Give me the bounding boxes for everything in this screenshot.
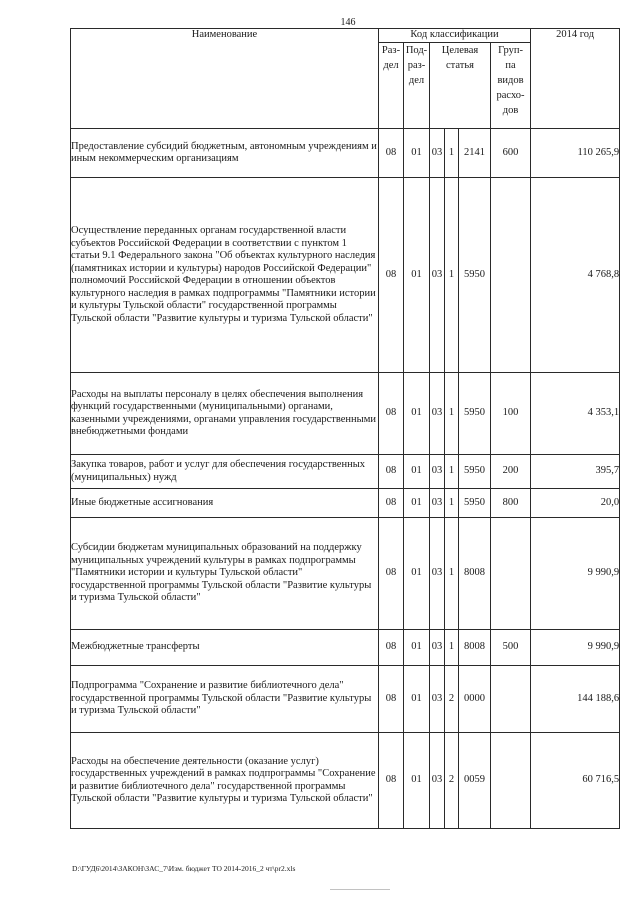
row-amount: 9 990,9 [531,630,620,666]
row-target-code: 5950 [459,178,491,373]
row-section: 08 [379,178,404,373]
row-subsection: 01 [404,178,430,373]
row-name: Расходы на обеспечение деятельности (оказание услуг) государственных учреждений в рамках подпрограммы "Сохранение и развитие библиотечного дела" государственной программы Тульской области "Развитие культуры и туризма Тульской области" [71,733,379,829]
budget-table [70,28,620,829]
table-row [71,178,620,373]
row-target-subprogram: 1 [445,630,459,666]
row-amount: 4 353,1 [531,373,620,455]
row-section: 08 [379,373,404,455]
row-target-program: 03 [430,178,445,373]
row-target-subprogram: 1 [445,518,459,630]
table-row [71,733,620,829]
row-amount: 395,7 [531,455,620,489]
table-row [71,129,620,178]
row-subsection: 01 [404,129,430,178]
row-target-subprogram: 1 [445,455,459,489]
row-subsection: 01 [404,666,430,733]
row-section: 08 [379,129,404,178]
row-expense-group: 600 [491,129,531,178]
row-target-code: 2141 [459,129,491,178]
header-code-group: Код классификации [379,29,531,43]
row-amount: 4 768,8 [531,178,620,373]
table-row [71,630,620,666]
row-target-subprogram: 1 [445,373,459,455]
row-target-program: 03 [430,129,445,178]
header-name: Наименование [71,29,379,129]
table-row [71,518,620,630]
row-target-program: 03 [430,630,445,666]
row-target-program: 03 [430,518,445,630]
row-subsection: 01 [404,373,430,455]
row-target-program: 03 [430,373,445,455]
row-name: Подпрограмма "Сохранение и развитие библиотечного дела" государственной программы Тульской области "Развитие культуры и туризма Тульской области" [71,666,379,733]
row-amount: 110 265,9 [531,129,620,178]
row-target-program: 03 [430,489,445,518]
file-path-footer: D:\ГУД6\2014\ЗАКОН\ЗАС_7\Изм. бюджет ТО 2014-2016_2 чт\pr2.xls [72,864,296,873]
row-expense-group: 100 [491,373,531,455]
row-target-code: 0000 [459,666,491,733]
row-target-code: 8008 [459,630,491,666]
row-section: 08 [379,630,404,666]
row-name: Расходы на выплаты персоналу в целях обеспечения выполнения функций государственными (муниципальными) органами, казенными учреждениями, органами управления государственными внебюджетными фондами [71,373,379,455]
row-subsection: 01 [404,518,430,630]
row-target-program: 03 [430,455,445,489]
header-target-article: Целевая статья [430,43,491,129]
row-target-code: 5950 [459,373,491,455]
scan-artifact [330,889,390,890]
row-amount: 20,0 [531,489,620,518]
row-section: 08 [379,733,404,829]
row-target-program: 03 [430,666,445,733]
header-section: Раз- дел [379,43,404,129]
row-expense-group [491,178,531,373]
table-row [71,455,620,489]
row-amount: 144 188,6 [531,666,620,733]
row-name: Предоставление субсидий бюджетным, автономным учреждениям и иным некоммерческим организациям [71,129,379,178]
row-target-subprogram: 2 [445,666,459,733]
row-subsection: 01 [404,733,430,829]
header-subsection: Под- раз- дел [404,43,430,129]
row-name: Закупка товаров, работ и услуг для обеспечения государственных (муниципальных) нужд [71,455,379,489]
header-year: 2014 год [531,29,620,129]
row-expense-group [491,733,531,829]
row-name: Иные бюджетные ассигнования [71,489,379,518]
row-expense-group: 500 [491,630,531,666]
row-expense-group: 800 [491,489,531,518]
row-name: Субсидии бюджетам муниципальных образований на поддержку муниципальных учреждений культуры в рамках подпрограммы "Памятники истории и культуры Тульской области" государственной программы Тульской области "Развитие культуры и туризма Тульской области" [71,518,379,630]
row-target-code: 5950 [459,455,491,489]
row-subsection: 01 [404,630,430,666]
table-row [71,666,620,733]
row-target-subprogram: 1 [445,178,459,373]
table-row [71,373,620,455]
row-amount: 60 716,5 [531,733,620,829]
row-name: Межбюджетные трансферты [71,630,379,666]
row-section: 08 [379,666,404,733]
row-expense-group [491,666,531,733]
row-target-code: 0059 [459,733,491,829]
row-subsection: 01 [404,489,430,518]
row-expense-group [491,518,531,630]
row-target-code: 8008 [459,518,491,630]
row-name: Осуществление переданных органам государственной власти субъектов Российской Федерации в соответствии с пунктом 1 статьи 9.1 Федерального закона "Об объектах культурного наследия (памятниках истории и культуры) народов Российской Федерации" полномочий Российской Федерации в отношении объектов культурного наследия в рамках подпрограммы "Памятники истории и культуры Тульской области" государственной программы Тульской области "Развитие культуры и туризма Тульской области" [71,178,379,373]
row-target-subprogram: 1 [445,489,459,518]
table-row [71,489,620,518]
row-expense-group: 200 [491,455,531,489]
page-number: 146 [340,17,356,28]
header-expense-group: Груп- па видов расхо- дов [491,43,531,129]
row-subsection: 01 [404,455,430,489]
row-section: 08 [379,455,404,489]
row-section: 08 [379,518,404,630]
row-target-code: 5950 [459,489,491,518]
row-amount: 9 990,9 [531,518,620,630]
row-target-subprogram: 2 [445,733,459,829]
row-target-program: 03 [430,733,445,829]
row-section: 08 [379,489,404,518]
row-target-subprogram: 1 [445,129,459,178]
